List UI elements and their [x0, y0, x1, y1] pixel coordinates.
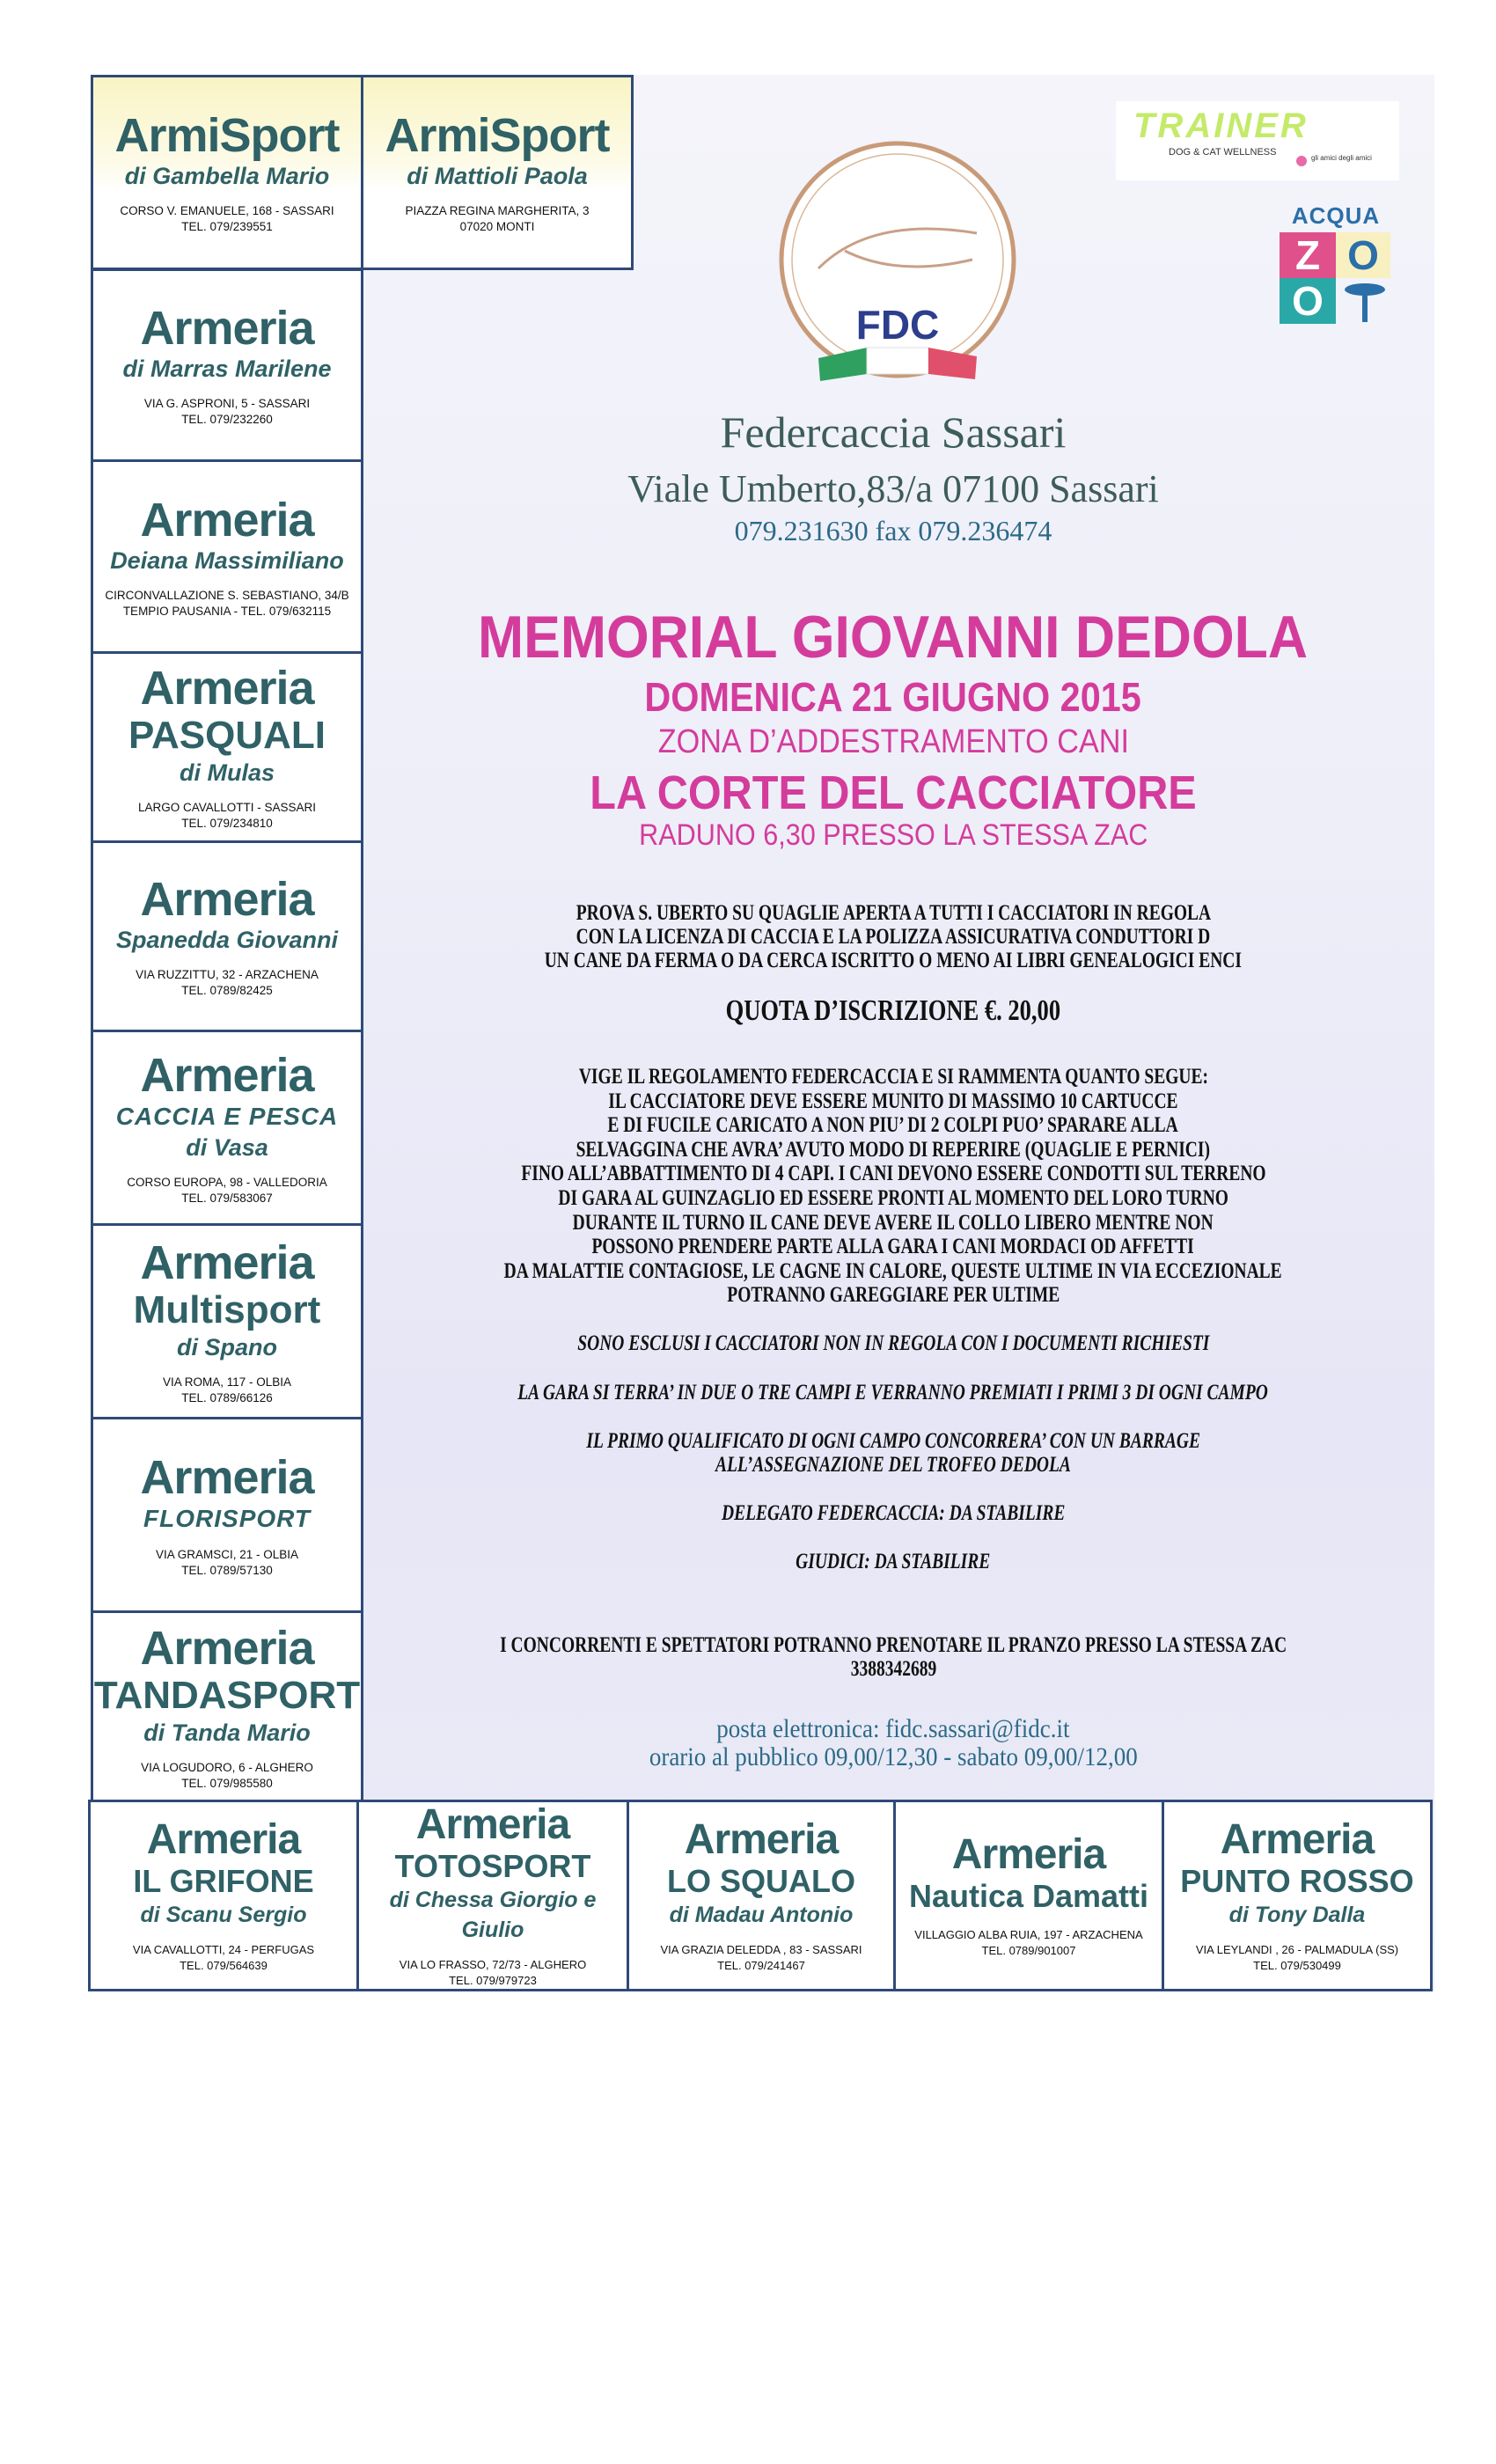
- shop-owner: di Madau Antonio: [669, 1903, 854, 1927]
- rule-line: FINO ALL’ABBATTIMENTO DI 4 CAPI. I CANI DEVONO ESSERE CONDOTTI SUL TERRENO: [520, 1162, 1266, 1186]
- shop-address: [120, 203, 334, 235]
- note-line: DELEGATO FEDERCACCIA: DA STABILIRE: [721, 1501, 1066, 1525]
- shop-owner: Deiana Massimiliano: [110, 546, 344, 574]
- event-meeting: RADUNO 6,30 PRESSO LA STESSA ZAC: [638, 818, 1148, 852]
- shop-tagline: FLORISPORT: [143, 1504, 311, 1532]
- shop-address: [156, 1547, 298, 1579]
- shop-name: Armeria: [146, 1816, 301, 1863]
- footer-email[interactable]: posta elettronica: fidc.sassari@fidc.it: [716, 1714, 1070, 1743]
- shop-address: [163, 1375, 291, 1406]
- rule-line: POTRANNO GAREGGIARE PER ULTIME: [727, 1283, 1060, 1308]
- event-title: MEMORIAL GIOVANNI DEDOLA: [478, 604, 1309, 671]
- intro-line: UN CANE DA FERMA O DA CERCA ISCRITTO O MENO AI LIBRI GENEALOGICI ENCI: [544, 949, 1243, 972]
- shop-address: [914, 1927, 1142, 1959]
- shop-owner: di Mattioli Paola: [407, 163, 588, 189]
- shop-address-line: TEMPIO PAUSANIA - TEL. 079/632115: [122, 604, 332, 618]
- shop-name: Armeria: [140, 1450, 314, 1504]
- shop-address-line: VIA RUZZITTU, 32 - ARZACHENA: [136, 968, 319, 981]
- event-zone: ZONA D’ADDESTRAMENTO CANI: [657, 723, 1129, 760]
- fidc-logo-text: FDC: [855, 302, 940, 348]
- shop-address-line: TEL. 079/241467: [717, 1959, 805, 1972]
- shop-name: Armeria: [140, 873, 314, 926]
- zoo-letter-z: Z: [1280, 232, 1336, 278]
- trainer-subtitle: DOG & CAT WELLNESS: [1169, 147, 1277, 158]
- shop-owner: di Vasa: [186, 1133, 268, 1161]
- shop-owner: di Gambella Mario: [124, 163, 330, 189]
- shop-name: Armeria: [1220, 1816, 1375, 1863]
- shop-address: [660, 1942, 862, 1974]
- shop-address-line: TEL. 079/239551: [181, 220, 273, 233]
- shop-name: Armeria: [140, 493, 314, 546]
- shop-name: ArmiSport: [385, 109, 610, 162]
- shop-name-2: TOTOSPORT: [394, 1848, 591, 1884]
- shop-address: [105, 588, 348, 620]
- shop-card: [91, 651, 363, 843]
- event-date: DOMENICA 21 GIUGNO 2015: [644, 674, 1142, 720]
- shop-address-line: PIAZZA REGINA MARGHERITA, 3: [405, 204, 590, 217]
- org-address: Viale Umberto,83/a 07100 Sassari: [627, 467, 1159, 510]
- shop-name-2: IL GRIFONE: [133, 1863, 314, 1899]
- shop-owner: di Marras Marilene: [122, 356, 332, 382]
- shop-address: [138, 800, 316, 832]
- shop-address: [1196, 1942, 1398, 1974]
- shop-address: [141, 1760, 313, 1792]
- shop-address-line: TEL. 0789/901007: [981, 1944, 1076, 1957]
- shop-name: ArmiSport: [114, 109, 340, 162]
- shop-address: [136, 967, 319, 999]
- shop-address-line: TEL. 079/583067: [181, 1191, 273, 1205]
- shop-card: [91, 1610, 363, 1804]
- acqua-text: ACQUA: [1291, 202, 1381, 229]
- shop-name-2: Nautica Damatti: [908, 1878, 1149, 1914]
- shop-owner: Spanedda Giovanni: [115, 927, 339, 953]
- note-line: SONO ESCLUSI I CACCIATORI NON IN REGOLA CON I DOCUMENTI RICHIESTI: [576, 1331, 1210, 1355]
- shop-address-line: VILLAGGIO ALBA RUIA, 197 - ARZACHENA: [914, 1928, 1143, 1941]
- shop-address-line: VIA GRAZIA DELEDDA , 83 - SASSARI: [660, 1943, 862, 1956]
- shop-name-2: PUNTO ROSSO: [1180, 1863, 1414, 1899]
- shop-address-line: VIA CAVALLOTTI, 24 - PERFUGAS: [132, 1943, 315, 1956]
- rule-line: SELVAGGINA CHE AVRA’ AVUTO MODO DI REPERIRE (QUAGLIE E PERNICI): [576, 1137, 1211, 1162]
- shop-card: [91, 840, 363, 1032]
- intro-line: CON LA LICENZA DI CACCIA E LA POLIZZA ASSICURATIVA CONDUTTORI D: [576, 925, 1211, 949]
- shop-name: Armeria: [140, 1048, 314, 1102]
- shop-address-line: CIRCONVALLAZIONE S. SEBASTIANO, 34/B: [105, 588, 349, 602]
- event-venue: LA CORTE DEL CACCIATORE: [590, 766, 1197, 819]
- shop-name: Armeria: [684, 1816, 839, 1863]
- main-content: [378, 0, 1408, 1848]
- shop-card: [91, 268, 363, 462]
- rule-line: DA MALATTIE CONTAGIOSE, LE CAGNE IN CALORE, QUESTE ULTIME IN VIA ECCEZIONALE: [503, 1258, 1283, 1283]
- shop-address-line: TEL. 0789/57130: [181, 1563, 273, 1577]
- note-line: ALL’ASSEGNAZIONE DEL TROFEO DEDOLA: [715, 1453, 1071, 1477]
- shop-name-2: LO SQUALO: [667, 1863, 855, 1899]
- shop-address: [127, 1175, 327, 1206]
- shop-name: Armeria: [140, 1622, 314, 1675]
- rule-line: DI GARA AL GUINZAGLIO ED ESSERE PRONTI AL MOMENTO DEL LORO TURNO: [558, 1186, 1228, 1210]
- rule-line: DURANTE IL TURNO IL CANE DEVE AVERE IL COLLO LIBERO MENTRE NON: [572, 1210, 1214, 1235]
- rule-line: POSSONO PRENDERE PARTE ALLA GARA I CANI MORDACI OD AFFETTI: [591, 1235, 1195, 1259]
- shop-address-line: VIA LEYLANDI , 26 - PALMADULA (SS): [1195, 1943, 1399, 1956]
- rule-line: VIGE IL REGOLAMENTO FEDERCACCIA E SI RAMMENTA QUANTO SEGUE:: [578, 1065, 1208, 1089]
- rule-line: E DI FUCILE CARICATO A NON PIU’ DI 2 COLPI PUO’ SPARARE ALLA: [607, 1113, 1179, 1138]
- shop-card: [88, 1800, 359, 1991]
- shop-address: [144, 396, 310, 428]
- shop-address-line: VIA LOGUDORO, 6 - ALGHERO: [141, 1761, 313, 1774]
- fee: QUOTA D’ISCRIZIONE €. 20,00: [725, 994, 1061, 1027]
- shop-address-line: LARGO CAVALLOTTI - SASSARI: [137, 801, 317, 814]
- org-phone: 079.231630 fax 079.236474: [734, 515, 1052, 546]
- shop-owner: di Mulas: [179, 759, 275, 786]
- lunch-text: I CONCORRENTI E SPETTATORI POTRANNO PRENOTARE IL PRANZO PRESSO LA STESSA ZAC: [499, 1633, 1287, 1657]
- shop-address-line: TEL. 0789/66126: [181, 1390, 273, 1404]
- shop-name: Armeria: [140, 662, 314, 715]
- shop-address-line: TEL. 079/234810: [181, 817, 273, 830]
- shop-name: Armeria: [415, 1801, 570, 1848]
- shop-address-line: 07020 MONTI: [459, 220, 535, 233]
- shop-owner: di Scanu Sergio: [140, 1903, 307, 1927]
- lunch-phone: 3388342689: [850, 1657, 936, 1681]
- shop-address-line: VIA ROMA, 117 - OLBIA: [162, 1375, 292, 1389]
- shop-address: [400, 1957, 586, 1989]
- shop-address-line: TEL. 079/979723: [449, 1974, 537, 1987]
- shop-owner: di Spano: [177, 1333, 277, 1360]
- shop-address-line: TEL. 079/564639: [180, 1959, 268, 1972]
- shop-address-line: VIA G. ASPRONI, 5 - SASSARI: [143, 397, 311, 410]
- shop-address-line: TEL. 079/985580: [181, 1777, 273, 1790]
- shop-card: [91, 1030, 363, 1226]
- note-line: IL PRIMO QUALIFICATO DI OGNI CAMPO CONCORRERA’ CON UN BARRAGE: [586, 1429, 1200, 1453]
- shop-address-line: VIA LO FRASSO, 72/73 - ALGHERO: [399, 1958, 587, 1971]
- shop-tagline: CACCIA E PESCA: [115, 1102, 339, 1130]
- shop-address: [133, 1942, 314, 1974]
- shop-address-line: TEL. 0789/82425: [181, 984, 273, 997]
- shop-address-line: CORSO V. EMANUELE, 168 - SASSARI: [120, 204, 334, 217]
- intro-line: PROVA S. UBERTO SU QUAGLIE APERTA A TUTTI I CACCIATORI IN REGOLA: [576, 901, 1211, 925]
- shop-card: [91, 75, 363, 270]
- shop-name-2: TANDASPORT: [93, 1674, 361, 1717]
- trainer-partner: gli amici degli amici: [1311, 154, 1372, 162]
- zoo-letter-o2: O: [1280, 278, 1336, 324]
- rule-line: IL CACCIATORE DEVE ESSERE MUNITO DI MASSIMO 10 CARTUCCE: [608, 1089, 1178, 1113]
- shop-card: [91, 459, 363, 654]
- shop-address-line: CORSO EUROPA, 98 - VALLEDORIA: [127, 1175, 327, 1189]
- shop-name-2: PASQUALI: [128, 714, 326, 757]
- shop-owner: di Tanda Mario: [143, 1720, 311, 1746]
- shop-address-line: TEL. 079/530499: [1253, 1959, 1341, 1972]
- footer-hours: orario al pubblico 09,00/12,30 - sabato 09,00/12,00: [649, 1742, 1138, 1771]
- shop-name: Armeria: [140, 302, 314, 355]
- shop-name: Armeria: [140, 1236, 314, 1289]
- zoo-letter-o: O: [1336, 232, 1390, 278]
- trainer-logo-text: TRAINER: [1133, 106, 1309, 145]
- shop-card: [91, 1223, 363, 1419]
- org-name: Federcaccia Sassari: [720, 407, 1067, 457]
- note-line: GIUDICI: DA STABILIRE: [796, 1550, 991, 1573]
- shop-owner: di Tony Dalla: [1228, 1903, 1366, 1927]
- note-line: LA GARA SI TERRA’ IN DUE O TRE CAMPI E VERRANNO PREMIATI I PRIMI 3 DI OGNI CAMPO: [517, 1381, 1269, 1404]
- shop-name-2: Multisport: [133, 1287, 321, 1331]
- shop-owner: di Chessa Giorgio e Giulio: [389, 1888, 597, 1942]
- shop-address-line: TEL. 079/232260: [181, 413, 273, 426]
- shop-name: Armeria: [951, 1831, 1106, 1878]
- shop-card: [91, 1417, 363, 1613]
- shop-address-line: VIA GRAMSCI, 21 - OLBIA: [155, 1547, 299, 1561]
